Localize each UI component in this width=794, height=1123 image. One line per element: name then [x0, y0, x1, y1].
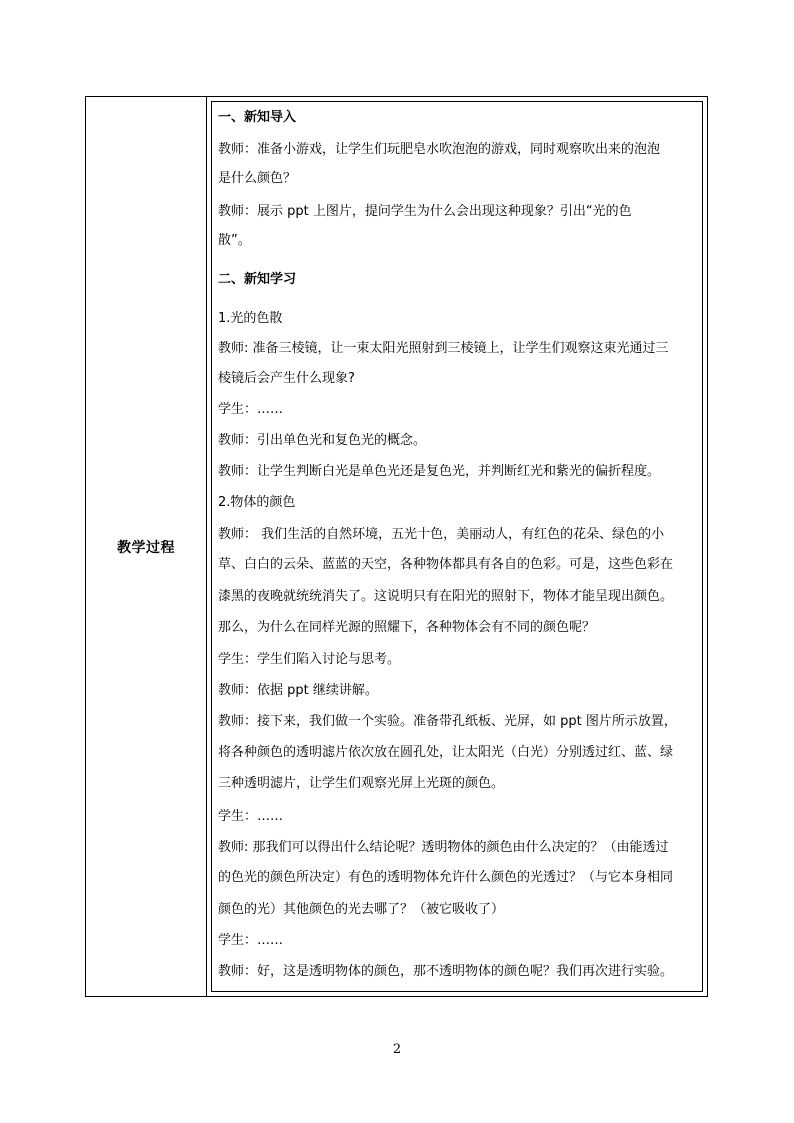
content-line: 教师：依据 ppt 继续讲解。	[218, 683, 378, 698]
content-line: 草、白白的云朵、蓝蓝的天空，各种物体都具有各自的色彩。可是，这些色彩在	[218, 557, 674, 572]
content-line: 棱镜后会产生什么现象?	[218, 371, 355, 386]
content-line: 是什么颜色？	[218, 171, 297, 186]
section-heading: 一、新知导入	[218, 110, 297, 125]
content-line: 教师：准备小游戏，让学生们玩肥皂水吹泡泡的游戏，同时观察吹出来的泡泡	[218, 142, 661, 157]
content-line: 那么，为什么在同样光源的照耀下，各种物体会有不同的颜色呢？	[218, 620, 596, 635]
content-line: 学生：……	[218, 933, 284, 948]
section-label-cell	[86, 97, 207, 996]
content-line: 教师：引出单色光和复色光的概念。	[218, 433, 427, 448]
content-line: 学生：……	[218, 809, 284, 824]
content-line: 漆黑的夜晚就统统消失了。这说明只有在阳光的照射下，物体才能呈现出颜色。	[218, 589, 674, 604]
content-line: 学生：……	[218, 402, 284, 417]
content-line: 教师: 准备三棱镜，让一束太阳光照射到三棱镜上，让学生们观察这束光通过三	[218, 341, 669, 356]
page-number: 2	[392, 1042, 402, 1057]
content-line: 教师：展示 ppt 上图片，提问学生为什么会出现这种现象？引出“光的色	[218, 204, 632, 219]
content-line: 教师：好，这是透明物体的颜色，那不透明物体的颜色呢？我们再次进行实验。	[218, 964, 674, 979]
lesson-table	[85, 96, 708, 997]
content-line: 三种透明滤片，让学生们观察光屏上光斑的颜色。	[218, 776, 505, 791]
content-line: 教师： 我们生活的自然环境，五光十色，美丽动人，有红色的花朵、绿色的小	[218, 527, 665, 542]
content-line: 教师：让学生判断白光是单色光还是复色光，并判断红光和紫光的偏折程度。	[218, 464, 661, 479]
content-line: 的色光的颜色所决定）有色的透明物体允许什么颜色的光透过？（与它本身相同	[218, 870, 674, 885]
content-line: 将各种颜色的透明滤片依次放在圆孔处，让太阳光（白光）分别透过红、蓝、绿	[218, 745, 674, 760]
section-heading: 二、新知学习	[218, 272, 297, 287]
content-line: 学生：学生们陷入讨论与思考。	[218, 652, 401, 667]
content-line: 颜色的光）其他颜色的光去哪了？（被它吸收了）	[218, 902, 505, 917]
section-label: 教学过程	[117, 539, 175, 556]
content-line: 2.物体的颜色	[218, 495, 296, 510]
content-line: 教师: 那我们可以得出什么结论呢？透明物体的颜色由什么决定的？（由能透过	[218, 840, 669, 855]
content-cell	[207, 97, 707, 996]
content-line: 教师：接下来，我们做一个实验。准备带孔纸板、光屏，如 ppt 图片所示放置，	[218, 714, 677, 729]
content-line: 散”。	[218, 233, 251, 248]
content-inner-border	[211, 101, 703, 992]
content-line: 1.光的色散	[218, 311, 283, 326]
